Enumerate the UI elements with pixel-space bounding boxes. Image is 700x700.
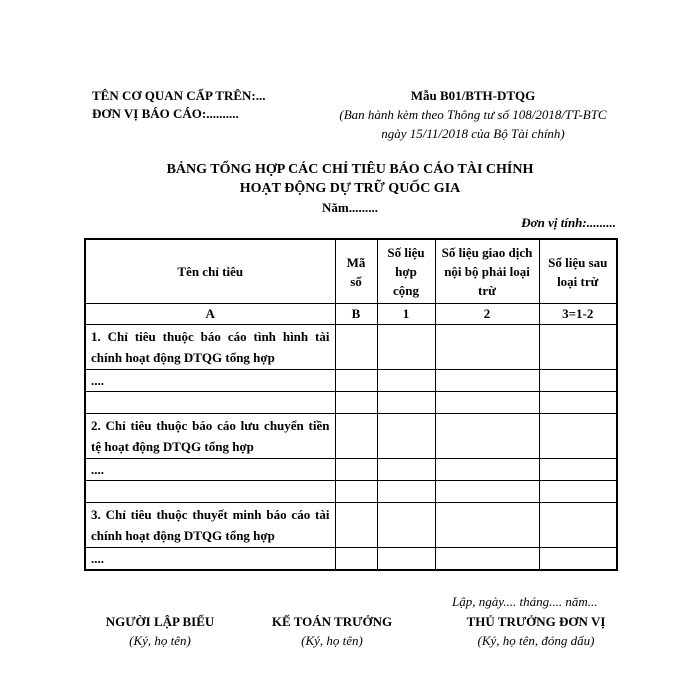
ellipsis-cell: .... <box>85 459 335 481</box>
table-cell[interactable] <box>377 481 435 503</box>
table-row <box>85 481 617 503</box>
table-cell[interactable] <box>435 548 539 571</box>
table-cell[interactable] <box>539 481 617 503</box>
header-left <box>92 87 265 123</box>
table-header-row <box>85 239 617 304</box>
table-cell[interactable] <box>435 481 539 503</box>
table-cell[interactable] <box>335 392 377 414</box>
title-line-2: HOẠT ĐỘNG DỰ TRỮ QUỐC GIA <box>239 181 461 196</box>
table-cell[interactable] <box>435 392 539 414</box>
table-cell[interactable] <box>377 459 435 481</box>
col-header-after-elimination: Số liệu sau loại trừ <box>539 239 617 304</box>
table-cell[interactable] <box>539 325 617 370</box>
table-cell[interactable] <box>335 503 377 548</box>
table-cell[interactable] <box>85 481 335 503</box>
form-code: Mẫu B01/BTH-DTQG <box>410 88 536 103</box>
index-row <box>85 304 617 325</box>
preparer-title: NGƯỜI LẬP BIỂU <box>105 614 215 629</box>
table-cell[interactable] <box>335 414 377 459</box>
table-cell[interactable] <box>335 370 377 392</box>
table-cell[interactable] <box>377 370 435 392</box>
table-cell[interactable] <box>435 414 539 459</box>
ellipsis-cell: .... <box>85 548 335 571</box>
col-header-internal-transactions: Số liệu giao dịch nội bộ phải loại trừ <box>435 239 539 304</box>
parent-agency: TÊN CƠ QUAN CẤP TRÊN:... <box>92 88 266 103</box>
issuance-note-line-2: ngày 15/11/2018 của Bộ Tài chính) <box>381 126 565 141</box>
signature-preparer <box>90 612 230 650</box>
index-cell: A <box>85 304 335 325</box>
table-cell[interactable] <box>377 503 435 548</box>
chief-accountant-title: KẾ TOÁN TRƯỞNG <box>271 614 393 629</box>
col-header-combined-data: Số liệu hợp cộng <box>377 239 435 304</box>
col-header-code: Mã số <box>335 239 377 304</box>
section-1-label: 1. Chỉ tiêu thuộc báo cáo tình hình tài chính hoạt động DTQG tổng hợp <box>85 325 335 370</box>
report-year: Năm......... <box>322 200 378 215</box>
reporting-unit: ĐƠN VỊ BÁO CÁO:.......... <box>92 106 239 121</box>
table-cell[interactable] <box>335 548 377 571</box>
table-cell[interactable] <box>335 459 377 481</box>
head-title: THỦ TRƯỞNG ĐƠN VỊ <box>466 614 606 629</box>
table-cell[interactable] <box>539 459 617 481</box>
table-row <box>85 392 617 414</box>
report-title <box>0 160 700 217</box>
table-row <box>85 370 617 392</box>
table-cell[interactable] <box>435 370 539 392</box>
table-cell[interactable] <box>539 414 617 459</box>
table-cell[interactable] <box>335 481 377 503</box>
title-line-1: BẢNG TỔNG HỢP CÁC CHỈ TIÊU BÁO CÁO TÀI CHÍNH <box>166 162 534 177</box>
preparer-hint: (Ký, họ tên) <box>129 633 191 648</box>
index-cell: 1 <box>377 304 435 325</box>
index-cell: 2 <box>435 304 539 325</box>
table-row <box>85 503 617 548</box>
table-row <box>85 325 617 370</box>
table-row <box>85 548 617 571</box>
col-header-indicator-name: Tên chỉ tiêu <box>85 239 335 304</box>
signature-chief-accountant <box>256 612 408 650</box>
signature-head-of-unit <box>446 612 626 650</box>
section-3-label: 3. Chỉ tiêu thuộc thuyết minh báo cáo tài chính hoạt động DTQG tổng hợp <box>85 503 335 548</box>
table-cell[interactable] <box>539 548 617 571</box>
table-cell[interactable] <box>377 325 435 370</box>
table-cell[interactable] <box>335 325 377 370</box>
chief-accountant-hint: (Ký, họ tên) <box>301 633 363 648</box>
unit-of-measure: Đơn vị tính:......... <box>521 215 616 230</box>
head-hint: (Ký, họ tên, đóng dấu) <box>477 633 595 648</box>
table-cell[interactable] <box>377 392 435 414</box>
index-cell: B <box>335 304 377 325</box>
table-cell[interactable] <box>435 459 539 481</box>
table-cell[interactable] <box>435 325 539 370</box>
table-cell[interactable] <box>539 392 617 414</box>
table-cell[interactable] <box>539 503 617 548</box>
table-cell[interactable] <box>85 392 335 414</box>
indicator-table <box>84 238 618 571</box>
table-row <box>85 459 617 481</box>
table-cell[interactable] <box>377 414 435 459</box>
table-cell[interactable] <box>539 370 617 392</box>
index-cell: 3=1-2 <box>539 304 617 325</box>
issuance-note-line-1: (Ban hành kèm theo Thông tư số 108/2018/TT-BTC <box>339 107 607 122</box>
table-cell[interactable] <box>377 548 435 571</box>
date-line: Lập, ngày.... tháng.... năm... <box>452 594 598 609</box>
table-row <box>85 414 617 459</box>
header-right <box>318 86 628 143</box>
section-2-label: 2. Chỉ tiêu thuộc báo cáo lưu chuyển tiền tệ hoạt động DTQG tổng hợp <box>85 414 335 459</box>
ellipsis-cell: .... <box>85 370 335 392</box>
table-cell[interactable] <box>435 503 539 548</box>
